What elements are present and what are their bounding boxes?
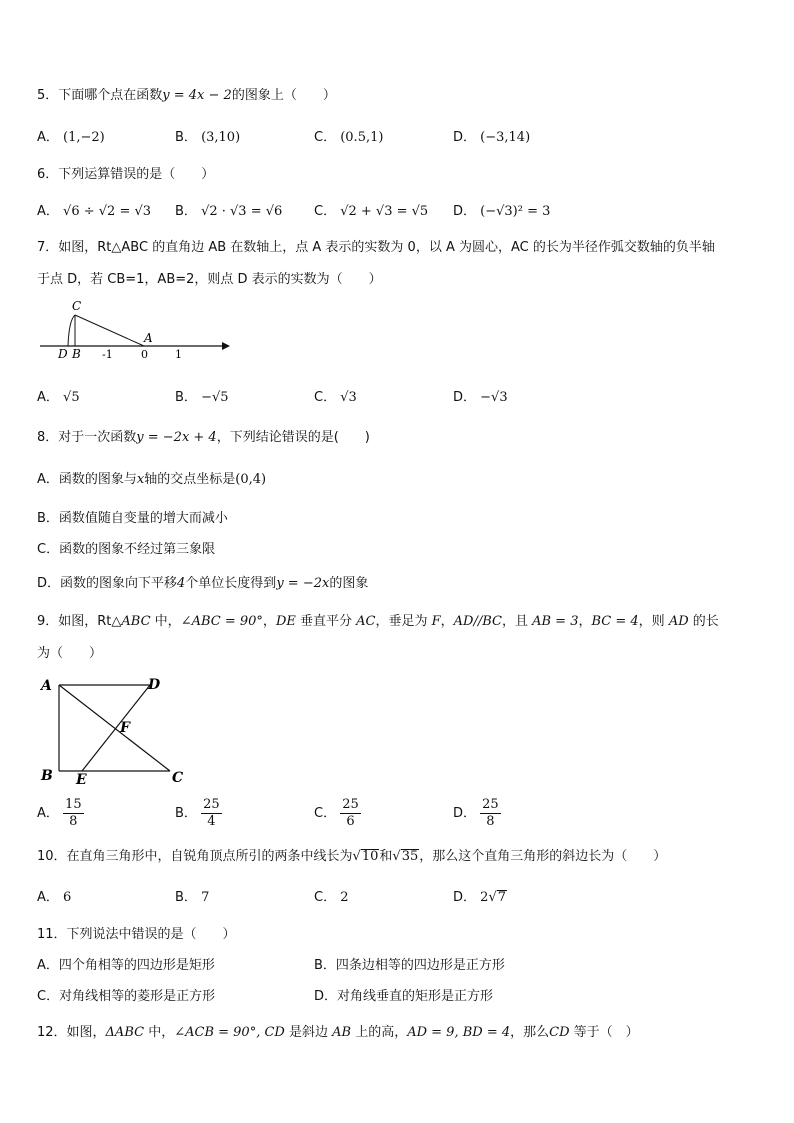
q9-option-c: C． $\frac{25}{6}$ xyxy=(314,797,359,829)
q6-option-a: A． √6 ÷ √2 = √3 xyxy=(37,204,152,219)
q5-option-c: C． (0.5,1) xyxy=(314,130,384,145)
q12-stem: 12．如图，ΔABC 中，∠ACB = 90°, CD 是斜边 AB 上的高，AD = 9, BD = 4，那么CD 等于（ ） xyxy=(37,1025,639,1040)
q5-function: y = 4x − 2 xyxy=(162,88,232,103)
q8-function: y = −2x + 4 xyxy=(136,430,217,445)
label-a: A xyxy=(144,331,153,345)
q7-number-line-figure xyxy=(38,296,238,360)
tick-neg1: -1 xyxy=(102,348,113,360)
q9-stem-line2: 为（ ） xyxy=(37,646,103,661)
q9-option-b: B． $\frac{25}{4}$ xyxy=(175,797,220,829)
q9-stem-line1: 9．如图，Rt△ABC 中，∠ABC = 90°，DE 垂直平分 AC，垂足为 F，AD//BC，且 AB = 3，BC = 4，则 AD 的长 xyxy=(37,614,719,629)
tick-0: 0 xyxy=(141,348,148,360)
label-c: C xyxy=(72,299,82,313)
q7-stem-line1: 7．如图，Rt△ABC 的直角边 AB 在数轴上，点 A 表示的实数为 0，以 A 为圆心，AC 的长为半径作弧交数轴的负半轴 xyxy=(37,240,715,255)
label-b: B xyxy=(41,768,53,784)
q8-option-b: B．函数值随自变量的增大而减小 xyxy=(37,511,228,526)
q5-option-a: A． (1,−2) xyxy=(37,130,105,145)
label-b: B xyxy=(72,347,81,360)
segment-de xyxy=(82,685,150,771)
label-d: D xyxy=(148,677,161,693)
q7-option-a: A． √5 xyxy=(37,390,80,405)
q11-option-a: A．四个角相等的四边形是矩形 xyxy=(37,958,215,973)
q9-geometry-figure xyxy=(38,672,198,788)
label-e: E xyxy=(76,772,87,788)
q8-option-d: D．函数的图象向下平移4个单位长度得到y = −2x的图象 xyxy=(37,576,369,591)
q5-option-d: D． (−3,14) xyxy=(453,130,531,145)
label-f: F xyxy=(120,720,130,736)
q6-option-c: C． √2 + √3 = √5 xyxy=(314,204,429,219)
q10-option-a: A． 6 xyxy=(37,890,72,905)
q6-option-b: B． √2 · √3 = √6 xyxy=(175,204,283,219)
arc-d xyxy=(68,315,75,346)
label-d: D xyxy=(58,347,68,360)
q8-option-a: A．函数的图象与x轴的交点坐标是(0,4) xyxy=(37,472,267,487)
label-a: A xyxy=(41,678,52,694)
q11-option-c: C．对角线相等的菱形是正方形 xyxy=(37,989,216,1004)
q10-option-d: D． 2√7 xyxy=(453,890,507,905)
q10-option-c: C． 2 xyxy=(314,890,349,905)
q5-stem: 5．下面哪个点在函数y = 4x − 2的图象上（ ） xyxy=(37,88,336,103)
q9-option-d: D． $\frac{25}{8}$ xyxy=(453,797,499,829)
q7-option-c: C． √3 xyxy=(314,390,357,405)
q11-option-d: D．对角线垂直的矩形是正方形 xyxy=(314,989,494,1004)
q6-stem: 6．下列运算错误的是（ ） xyxy=(37,167,215,182)
tick-1: 1 xyxy=(175,348,182,360)
q7-option-d: D． −√3 xyxy=(453,390,508,405)
q7-option-b: B． −√5 xyxy=(175,390,229,405)
segment-ac xyxy=(59,685,170,771)
q9-option-a: A． $\frac{15}{8}$ xyxy=(37,797,82,829)
q8-stem: 8．对于一次函数y = −2x + 4，下列结论错误的是( ) xyxy=(37,430,370,445)
q5-option-b: B． (3,10) xyxy=(175,130,241,145)
q11-stem: 11．下列说法中错误的是（ ） xyxy=(37,927,236,942)
axis-arrow-icon xyxy=(222,342,230,350)
q8-option-c: C．函数的图象不经过第三象限 xyxy=(37,542,216,557)
label-c: C xyxy=(172,770,184,786)
segment-ca xyxy=(75,315,144,346)
q7-stem-line2: 于点 D，若 CB=1，AB=2，则点 D 表示的实数为（ ） xyxy=(37,272,382,287)
q6-option-d: D． (−√3)² = 3 xyxy=(453,204,551,219)
q11-option-b: B．四条边相等的四边形是正方形 xyxy=(314,958,505,973)
q10-stem: 10．在直角三角形中，自锐角顶点所引的两条中线长为√10和√35，那么这个直角三角形的斜边长为（ ） xyxy=(37,849,667,864)
q10-option-b: B． 7 xyxy=(175,890,210,905)
